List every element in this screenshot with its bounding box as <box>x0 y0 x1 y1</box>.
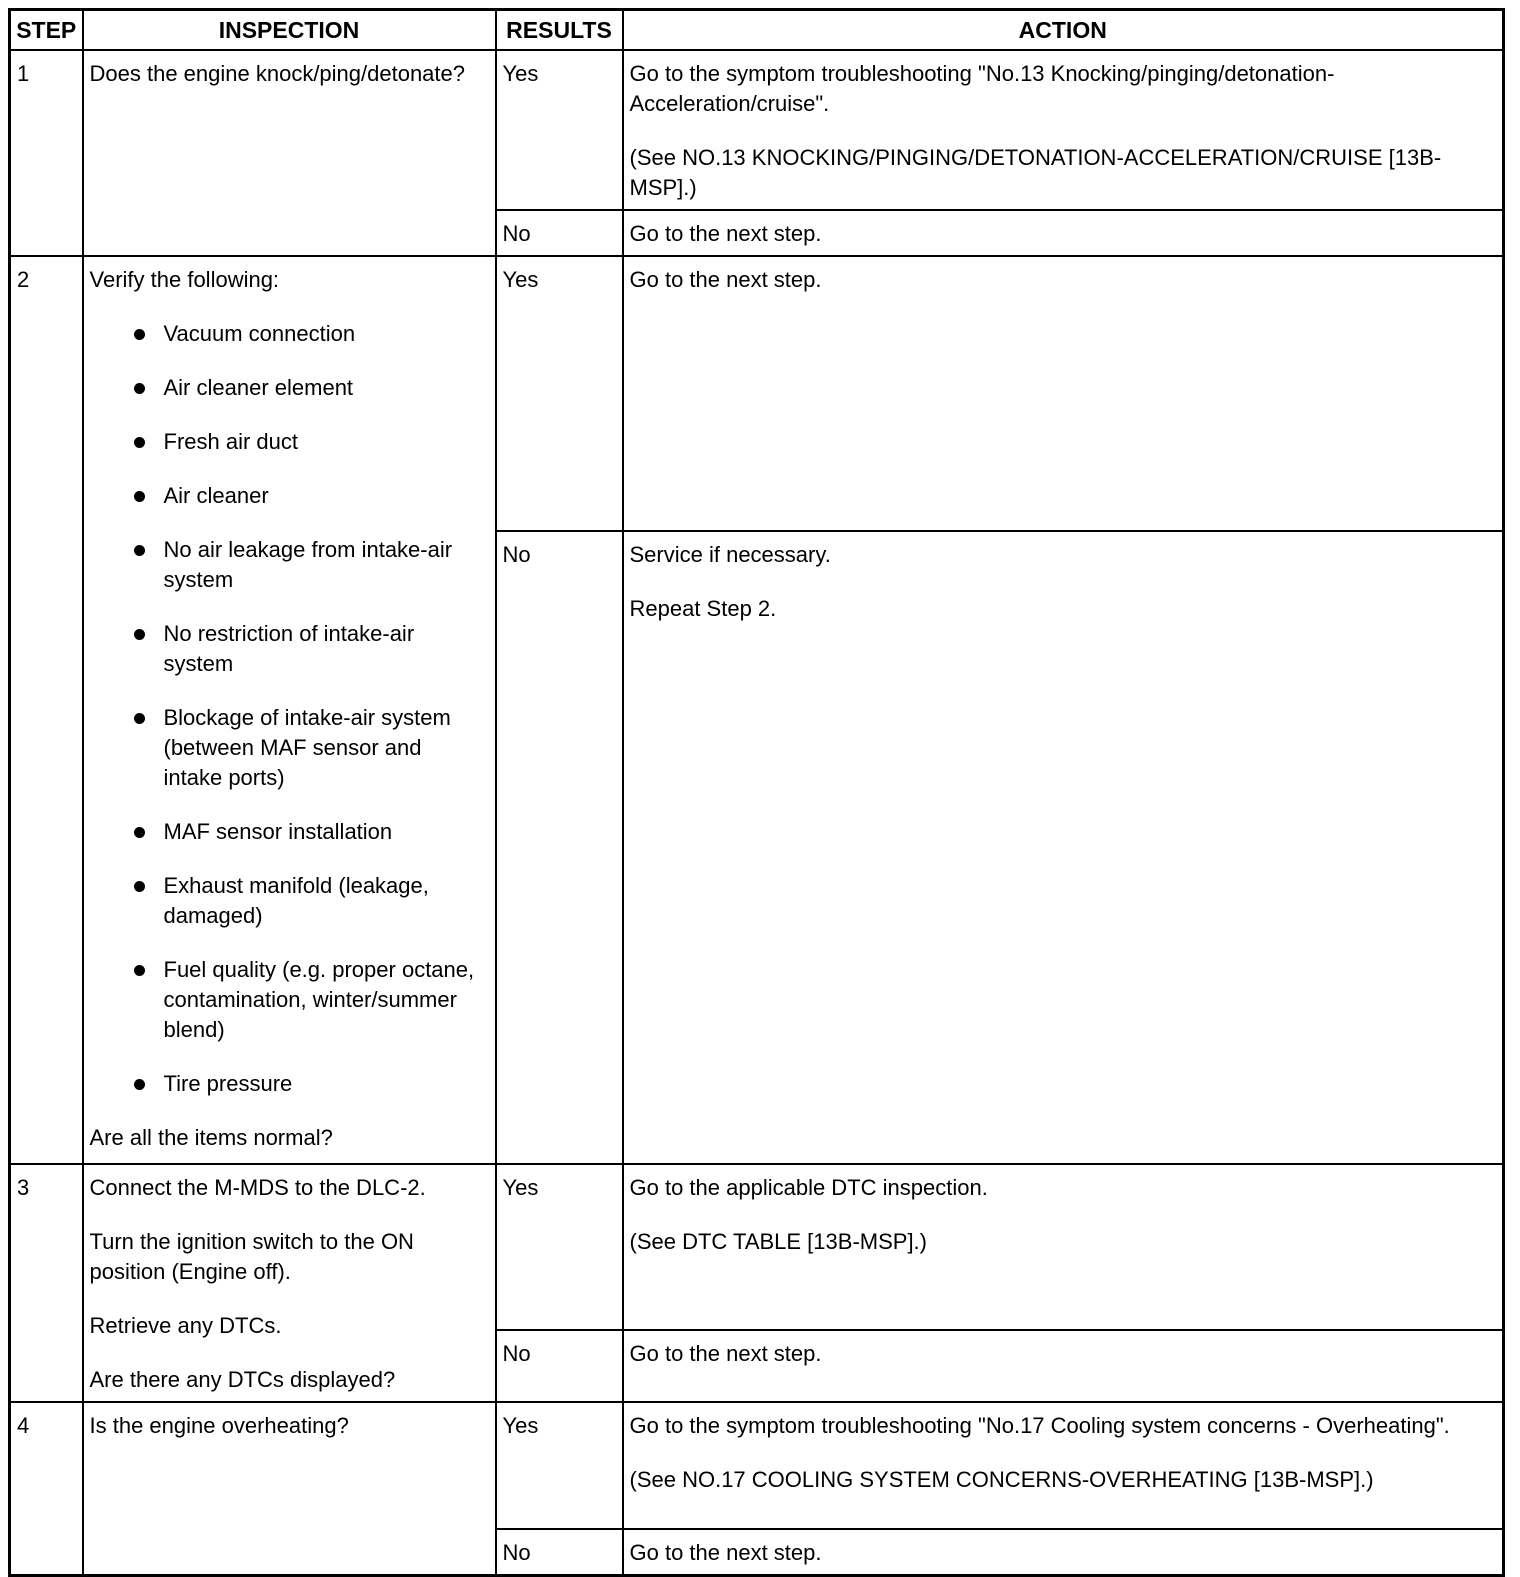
step-2-yes-row <box>10 256 1504 531</box>
action-text: Repeat Step 2. <box>629 596 777 621</box>
checklist-item: Fresh air duct <box>164 427 488 457</box>
inspection-question: Are there any DTCs displayed? <box>89 1367 396 1392</box>
step-number: 2 <box>10 256 83 1164</box>
action-cell <box>623 1402 1504 1529</box>
inspection-cell <box>83 50 496 256</box>
checklist-item: MAF sensor installation <box>164 817 488 847</box>
action-text: Go to the next step. <box>629 1341 822 1367</box>
action-cell <box>623 1164 1504 1330</box>
action-cell <box>623 210 1504 256</box>
action-cell <box>623 1529 1504 1576</box>
step-3-yes-row <box>10 1164 1504 1330</box>
inspection-text: Is the engine overheating? <box>89 1413 349 1438</box>
header-step: STEP <box>10 10 83 51</box>
result-yes: Yes <box>496 50 623 210</box>
action-text: Go to the symptom troubleshooting "No.17 Cooling system concerns - Overheating". <box>629 1413 1450 1438</box>
result-no: No <box>496 1330 623 1402</box>
header-row <box>10 10 1504 51</box>
checklist-item: No air leakage from intake-air system <box>164 535 488 595</box>
inspection-question: Are all the items normal? <box>89 1125 333 1150</box>
inspection-text: Retrieve any DTCs. <box>89 1313 282 1338</box>
action-cell <box>623 1330 1504 1402</box>
step-number: 4 <box>10 1402 83 1576</box>
action-text: Go to the next step. <box>629 1540 822 1565</box>
result-no: No <box>496 210 623 256</box>
checklist-item: Air cleaner element <box>164 373 488 403</box>
header-action: ACTION <box>623 10 1504 51</box>
inspection-checklist <box>90 319 488 1099</box>
action-text: Go to the next step. <box>629 221 822 246</box>
action-reference: (See NO.17 COOLING SYSTEM CONCERNS-OVERHEATING [13B-MSP].) <box>629 1467 1374 1492</box>
troubleshooting-table <box>8 8 1505 1577</box>
inspection-intro: Verify the following: <box>89 267 280 292</box>
checklist-item: Tire pressure <box>164 1069 488 1099</box>
action-text: Go to the next step. <box>629 267 822 292</box>
step-1-yes-row <box>10 50 1504 210</box>
checklist-item: No restriction of intake-air system <box>164 619 488 679</box>
inspection-text: Connect the M-MDS to the DLC-2. <box>89 1175 426 1200</box>
step-4-yes-row <box>10 1402 1504 1529</box>
checklist-item: Air cleaner <box>164 481 488 511</box>
inspection-cell <box>83 1402 496 1576</box>
inspection-text: Does the engine knock/ping/detonate? <box>89 61 466 86</box>
step-number: 3 <box>10 1164 83 1402</box>
action-reference: (See DTC TABLE [13B-MSP].) <box>629 1229 927 1254</box>
checklist-item: Fuel quality (e.g. proper octane, contamination, winter/summer blend) <box>164 955 488 1045</box>
result-no: No <box>496 1529 623 1576</box>
header-inspection: INSPECTION <box>83 10 496 51</box>
result-yes: Yes <box>496 1164 623 1330</box>
result-yes: Yes <box>496 256 623 531</box>
action-text: Go to the symptom troubleshooting "No.13 Knocking/pinging/detonation-Acceleration/cruise". <box>629 61 1335 116</box>
step-number: 1 <box>10 50 83 256</box>
result-yes: Yes <box>496 1402 623 1529</box>
header-results: RESULTS <box>496 10 623 51</box>
action-text: Go to the applicable DTC inspection. <box>629 1175 988 1200</box>
checklist-item: Exhaust manifold (leakage, damaged) <box>164 871 488 931</box>
action-reference: (See NO.13 KNOCKING/PINGING/DETONATION-ACCELERATION/CRUISE [13B-MSP].) <box>629 145 1442 200</box>
action-text: Service if necessary. <box>629 542 831 567</box>
inspection-text: Turn the ignition switch to the ON position (Engine off). <box>89 1229 414 1284</box>
result-no: No <box>496 531 623 1164</box>
checklist-item: Blockage of intake-air system (between MAF sensor and intake ports) <box>164 703 488 793</box>
action-cell <box>623 256 1504 531</box>
checklist-item: Vacuum connection <box>164 319 488 349</box>
inspection-cell <box>83 1164 496 1402</box>
action-cell <box>623 50 1504 210</box>
inspection-cell <box>83 256 496 1164</box>
action-cell <box>623 531 1504 1164</box>
